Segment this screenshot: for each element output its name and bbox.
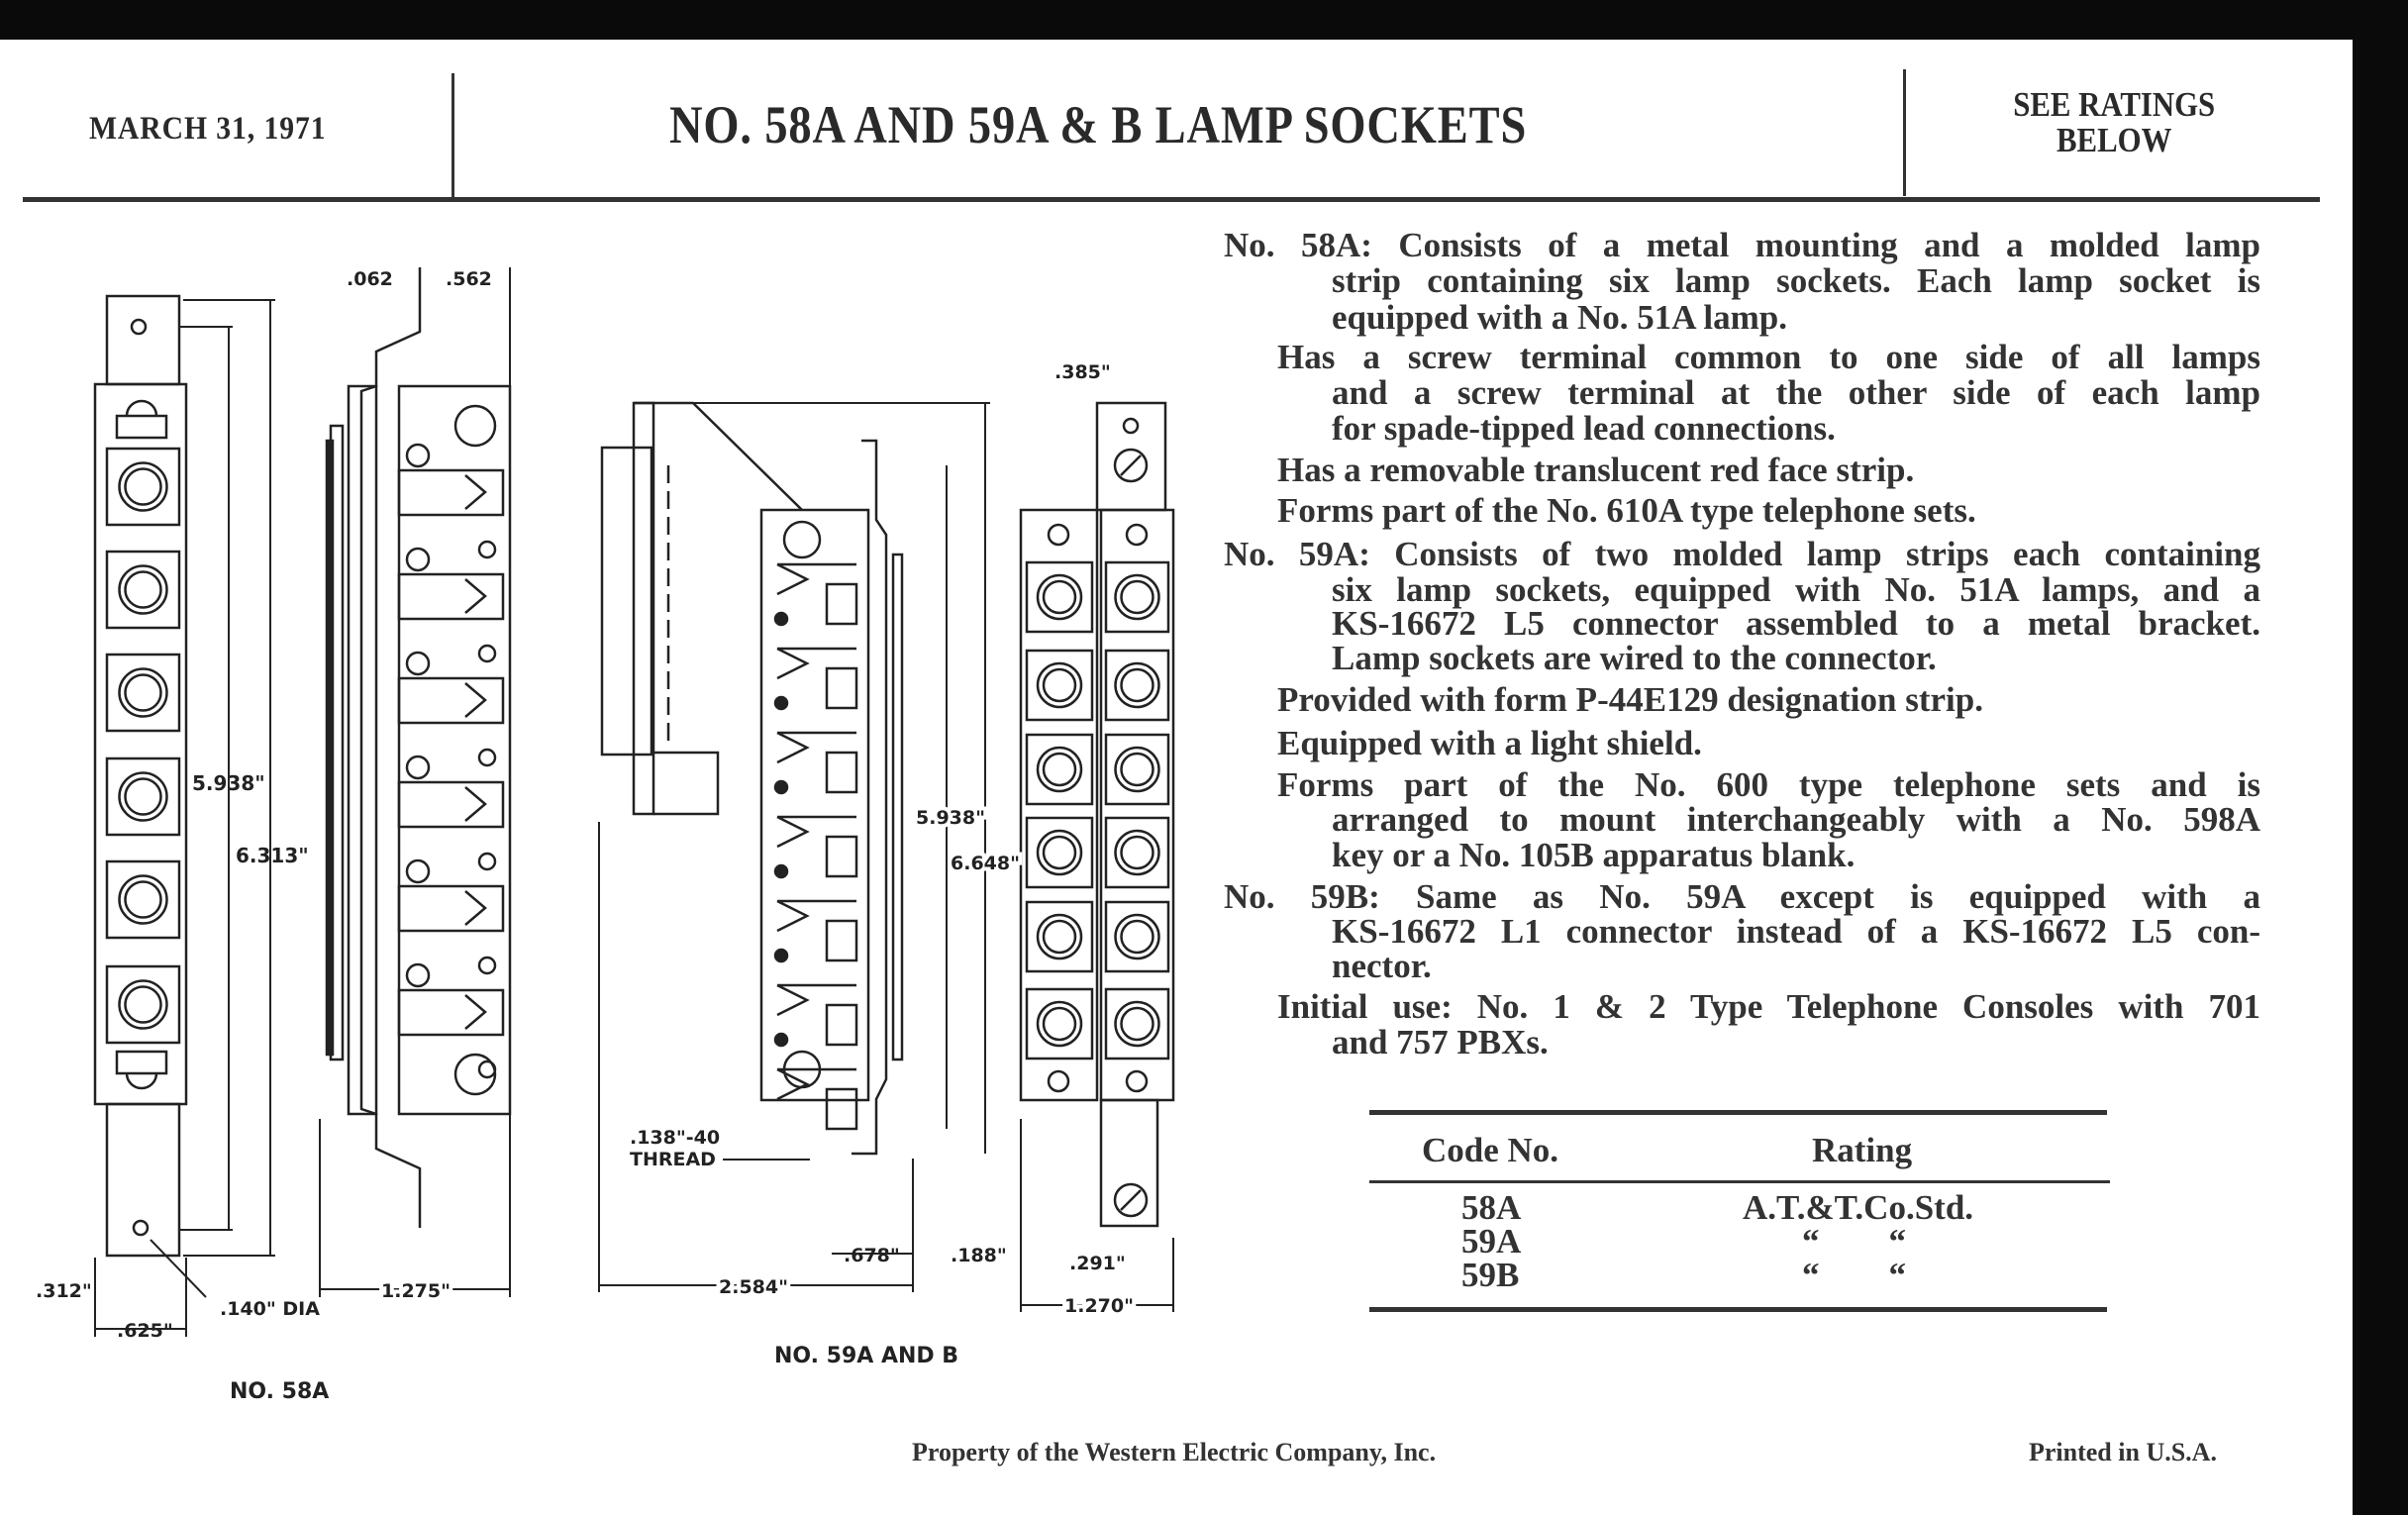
terminal-dot <box>775 1034 787 1046</box>
screw-icon <box>407 549 429 570</box>
terminal-clip <box>465 787 485 821</box>
dim-59-291: .291" <box>1069 1253 1126 1274</box>
ratings-note-line1: SEE RATINGS <box>2013 85 2216 124</box>
description-line: arranged to mount interchangeably with a No. 598A <box>1332 800 2260 839</box>
drawing-58a-front <box>95 296 186 1256</box>
table-header-code: Code No. <box>1422 1131 1559 1169</box>
terminal-clip <box>399 574 503 619</box>
dim-59-678: .678" <box>844 1245 900 1266</box>
lamp-ring-icon <box>1044 837 1075 868</box>
drawing-58a-side <box>327 267 510 1228</box>
lamp-ring-icon <box>126 987 161 1023</box>
terminal-hole <box>479 958 495 973</box>
footer-printed: Printed in U.S.A. <box>2029 1438 2217 1466</box>
description-line: strip containing six lamp sockets. Each lamp socket is <box>1332 261 2260 300</box>
terminal-tab <box>827 837 856 876</box>
description-line: six lamp sockets, equipped with No. 51A lamps, and a <box>1332 570 2260 609</box>
figure-caption-58a: NO. 58A <box>230 1379 330 1404</box>
description-line: equipped with a No. 51A lamp. <box>1332 298 1787 337</box>
terminal-dot <box>775 613 787 625</box>
dim-59-thread-size: .138"-40 <box>630 1127 721 1149</box>
description-line: key or a No. 105B apparatus blank. <box>1332 836 1856 874</box>
terminal-dot <box>775 781 787 793</box>
terminal-hole <box>479 646 495 661</box>
terminal-clip <box>399 678 503 723</box>
description-line: No. 59A: Consists of two molded lamp strips each containing <box>1224 535 2260 573</box>
terminal-clip <box>465 475 485 509</box>
lamp-socket <box>107 966 179 1043</box>
description-line: Has a removable translucent red face strip. <box>1277 451 1915 489</box>
lamp-ring-icon <box>1122 921 1154 953</box>
dim-58a-312: .312" <box>36 1280 92 1302</box>
document-date: MARCH 31, 1971 <box>89 111 327 147</box>
terminal-dot <box>775 697 787 709</box>
lamp-ring-icon <box>126 469 161 505</box>
description-line: Has a screw terminal common to one side of all lamps <box>1277 338 2260 376</box>
lamp-ring-icon <box>126 779 161 815</box>
table-cell-code: 59B <box>1461 1256 1520 1294</box>
dim-58a-1275: 1.275" <box>381 1280 451 1302</box>
terminal-tab <box>827 1089 856 1129</box>
description-line: Lamp sockets are wired to the connector. <box>1332 639 1937 677</box>
description-line: for spade-tipped lead connections. <box>1332 409 1836 448</box>
table-cell-rating: “ “ <box>1802 1256 1906 1294</box>
dim-59-5938: 5.938" <box>916 807 985 829</box>
description-line: No. 58A: Consists of a metal mounting and a molded lamp <box>1224 226 2260 264</box>
ratings-note-line2: BELOW <box>2056 121 2172 159</box>
terminal-hole <box>479 542 495 557</box>
lamp-ring-icon <box>1122 1008 1154 1040</box>
terminal-clip <box>399 990 503 1035</box>
dim-58a-062: .062 <box>347 268 393 290</box>
lamp-ring-icon <box>1044 669 1075 701</box>
lamp-socket <box>107 552 179 628</box>
screw-icon <box>407 653 429 674</box>
lamp-socket <box>107 758 179 835</box>
dim-58a-562: .562 <box>446 268 492 290</box>
header-divider-right <box>1903 69 1906 196</box>
terminal-dot <box>775 865 787 877</box>
terminal-clip <box>399 886 503 931</box>
dim-59-6648: 6.648" <box>951 853 1020 874</box>
dim-59-1270: 1.270" <box>1064 1295 1134 1317</box>
dim-58a-625: .625" <box>117 1320 173 1342</box>
dim-59-385: .385" <box>1054 361 1111 383</box>
lamp-ring-icon <box>1044 1008 1075 1040</box>
lamp-ring-icon <box>1122 754 1154 785</box>
lamp-ring-icon <box>1044 754 1075 785</box>
description-line: Forms part of the No. 600 type telephone sets and is <box>1277 765 2260 804</box>
description-line: and a screw terminal at the other side of each lamp <box>1332 373 2260 412</box>
lamp-ring-icon <box>1122 581 1154 613</box>
lamp-ring-icon <box>1122 837 1154 868</box>
terminal-clip <box>777 901 856 931</box>
terminal-tab <box>827 1005 856 1045</box>
terminal-clip <box>777 1069 856 1099</box>
dim-58a-5938: 5.938" <box>192 771 265 795</box>
table-cell-rating: A.T.&T.Co.Std. <box>1743 1188 1974 1227</box>
lamp-ring-icon <box>1044 581 1075 613</box>
description-line: Equipped with a light shield. <box>1277 724 1702 762</box>
table-cell-rating: “ “ <box>1802 1222 1906 1261</box>
lamp-socket <box>107 861 179 938</box>
lamp-ring-icon <box>1044 921 1075 953</box>
description-line: No. 59B: Same as No. 59A except is equipped with a <box>1224 877 2260 916</box>
description-line: Forms part of the No. 610A type telephone sets. <box>1277 491 1976 530</box>
scan-border-right <box>2353 0 2408 1515</box>
header-rule <box>23 197 2320 202</box>
description-line: KS-16672 L5 connector assembled to a metal bracket. <box>1332 604 2260 643</box>
table-bottom-rule <box>1369 1307 2107 1312</box>
scan-border-top <box>0 0 2408 40</box>
terminal-clip <box>777 817 856 847</box>
screw-icon <box>407 757 429 778</box>
screw-icon <box>407 860 429 882</box>
terminal-hole <box>479 854 495 869</box>
terminal-tab <box>827 753 856 792</box>
terminal-tab <box>827 921 856 960</box>
description-line: KS-16672 L1 connector instead of a KS-16672 L5 con- <box>1332 912 2260 951</box>
lamp-ring-icon <box>126 675 161 711</box>
technical-drawings <box>0 228 1188 1416</box>
drawing-59-front <box>1021 403 1173 1226</box>
terminal-clip <box>777 733 856 762</box>
lamp-socket <box>107 655 179 731</box>
lamp-ring-icon <box>1122 669 1154 701</box>
footer-property: Property of the Western Electric Company, Inc. <box>912 1438 1437 1466</box>
terminal-clip <box>399 782 503 827</box>
terminal-tab <box>827 584 856 624</box>
table-cell-code: 58A <box>1461 1188 1522 1227</box>
terminal-clip <box>777 649 856 678</box>
header-divider-left <box>452 73 454 200</box>
drawing-59-side <box>602 403 902 1154</box>
description-line: Provided with form P-44E129 designation strip. <box>1277 680 1983 719</box>
terminal-clip <box>465 995 485 1029</box>
table-cell-code: 59A <box>1461 1222 1522 1261</box>
dim-59-2584: 2.584" <box>719 1276 788 1298</box>
table-top-rule <box>1369 1110 2107 1115</box>
table-header-rule <box>1369 1180 2110 1183</box>
dim-58a-140-dia: .140" DIA <box>220 1298 320 1320</box>
lamp-socket <box>107 449 179 525</box>
terminal-clip <box>465 579 485 613</box>
description-line: Initial use: No. 1 & 2 Type Telephone Consoles with 701 <box>1277 987 2260 1026</box>
terminal-clip <box>777 564 856 594</box>
lamp-ring-icon <box>126 572 161 608</box>
lamp-ring-icon <box>126 882 161 918</box>
terminal-hole <box>479 750 495 765</box>
table-header-rating: Rating <box>1812 1131 1913 1169</box>
dim-59-188: .188" <box>951 1245 1007 1266</box>
terminal-clip <box>777 985 856 1015</box>
terminal-clip <box>465 891 485 925</box>
figure-caption-59a-b: NO. 59A AND B <box>774 1344 959 1368</box>
page-title: NO. 58A AND 59A & B LAMP SOCKETS <box>669 95 1528 154</box>
terminal-dot <box>775 950 787 961</box>
ratings-note <box>1970 87 2258 158</box>
dim-59-thread-label: THREAD <box>630 1149 716 1170</box>
terminal-clip <box>465 683 485 717</box>
terminal-clip <box>399 470 503 515</box>
screw-icon <box>407 445 429 466</box>
screw-icon <box>407 964 429 986</box>
dim-58a-6313: 6.313" <box>236 844 309 867</box>
description-line: and 757 PBXs. <box>1332 1023 1549 1061</box>
description-line: nector. <box>1332 947 1432 985</box>
terminal-tab <box>827 668 856 708</box>
